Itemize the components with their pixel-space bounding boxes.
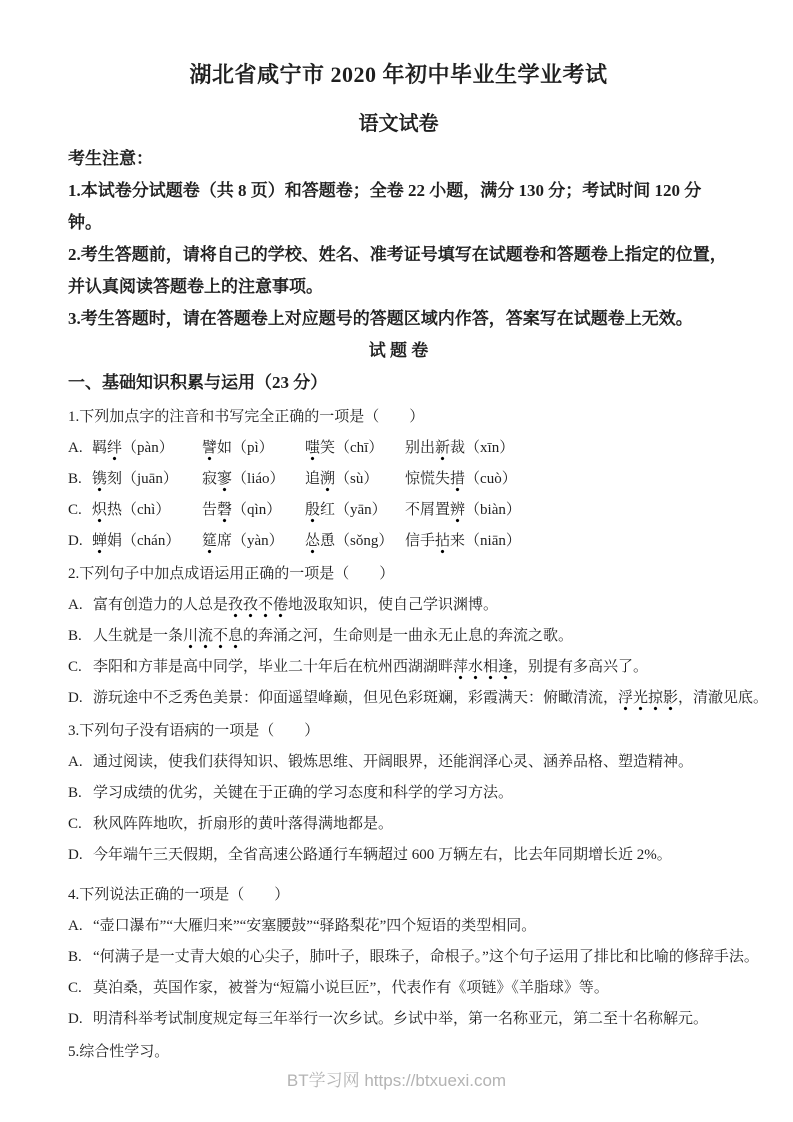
text-segment: ，别提有多高兴了。 <box>513 659 649 675</box>
question-1-stem: 1.下列加点字的注音和书写完全正确的一项是（ ） <box>68 409 425 425</box>
text-segment: 地汲取知识，使自己学识渊博。 <box>288 597 499 613</box>
option-term <box>202 464 305 495</box>
question-4-option-B <box>68 942 759 973</box>
option-label: C. <box>68 659 82 675</box>
option-term <box>305 433 405 464</box>
text-segment: 别出 <box>405 440 436 456</box>
text-segment: （liáo） <box>232 471 285 487</box>
section-heading: 一、基础知识积累与运用（23 分） <box>68 373 328 392</box>
option-label: D. <box>68 1011 83 1027</box>
option-label: C. <box>68 502 82 518</box>
emphasized-text: 镌 <box>92 471 107 492</box>
option-label: B. <box>68 785 82 801</box>
text-segment: 裁（xīn） <box>450 440 515 456</box>
text-segment: 今年端午三天假期，全省高速公路通行车辆超过 600 万辆左右，比去年同期增长近 2%。 <box>93 847 672 863</box>
option-term <box>93 918 536 934</box>
question-3-option-A <box>68 747 729 778</box>
questions-list <box>68 402 769 1068</box>
text-segment: 莫泊桑，英国作家，被誉为“短篇小说巨匠”，代表作有《项链》《羊脂球》等。 <box>93 980 609 996</box>
option-label: A. <box>68 918 83 934</box>
option-term <box>405 440 514 461</box>
option-term <box>92 495 202 526</box>
option-label: D. <box>68 533 83 549</box>
notice-block <box>68 143 729 335</box>
text-segment: 寂 <box>202 471 218 487</box>
question-2-stem: 2.下列句子中加点成语运用正确的一项是（ ） <box>68 566 395 582</box>
option-term <box>93 597 498 618</box>
question-4-option-C <box>68 973 729 1004</box>
text-segment: 富有创造力的人总是 <box>93 597 229 613</box>
emphasized-text: 孜孜不倦 <box>228 597 288 618</box>
question-3-option-D <box>68 840 729 871</box>
emphasized-text: 寥 <box>217 471 232 492</box>
option-term <box>93 980 609 996</box>
emphasized-text: 蝉 <box>92 533 107 554</box>
option-term <box>93 949 759 965</box>
option-label: B. <box>68 949 82 965</box>
option-term <box>93 816 393 832</box>
emphasized-text: 拈 <box>435 533 450 554</box>
emphasized-text: 嗤 <box>305 440 320 461</box>
option-label: C. <box>68 980 82 996</box>
text-segment: 惊慌失 <box>405 471 451 487</box>
text-segment: “何满子是一丈青大娘的心尖子，肺叶子，眼珠子，命根子。”这个句子运用了排比和比喻的修辞手法。 <box>93 949 759 965</box>
text-segment: 恿（sǒng） <box>320 533 394 549</box>
option-term <box>93 659 648 680</box>
question-3-stem: 3.下列句子没有语病的一项是（ ） <box>68 723 320 739</box>
option-term <box>202 495 305 526</box>
option-term <box>93 1011 708 1027</box>
option-label: B. <box>68 628 82 644</box>
text-segment: “壶口瀑布”“大雁归来”“安塞腰鼓”“驿路梨花”四个短语的类型相同。 <box>93 918 537 934</box>
emphasized-text: 怂 <box>305 533 320 554</box>
option-label: A. <box>68 440 83 456</box>
option-term <box>305 495 405 526</box>
page-subtitle: 语文试卷 <box>358 113 439 135</box>
question-1 <box>68 402 729 557</box>
option-term <box>305 526 405 557</box>
text-segment: 信手 <box>405 533 436 549</box>
option-term <box>93 847 672 863</box>
page-title: 湖北省咸宁市 2020 年初中毕业生学业考试 <box>189 62 608 87</box>
emphasized-text: 绊 <box>107 440 122 461</box>
question-4 <box>68 880 759 1035</box>
text-segment: 笑（chī） <box>320 440 384 456</box>
emphasized-text: 磬 <box>217 502 232 523</box>
question-3 <box>68 716 729 871</box>
question-2-option-B <box>68 621 729 652</box>
text-segment: 刻（juān） <box>107 471 178 487</box>
option-term <box>92 433 202 464</box>
option-term <box>202 526 305 557</box>
text-segment: （qìn） <box>232 502 282 518</box>
text-segment: 红（yān） <box>320 502 387 518</box>
question-4-stem: 4.下列说法正确的一项是（ ） <box>68 887 290 903</box>
option-term <box>202 433 305 464</box>
text-segment: 李阳和方菲是高中同学，毕业二十年后在杭州西湖湖畔 <box>93 659 454 675</box>
option-term <box>405 471 517 492</box>
question-4-option-A <box>68 911 729 942</box>
option-label: D. <box>68 690 83 706</box>
option-term <box>93 785 513 801</box>
question-1-option-D <box>68 526 729 557</box>
option-term <box>93 754 693 770</box>
option-term <box>405 533 521 554</box>
paper-heading: 试 题 卷 <box>368 341 429 360</box>
emphasized-text: 炽 <box>92 502 107 523</box>
option-term <box>305 464 405 495</box>
option-label: A. <box>68 754 83 770</box>
option-label: D. <box>68 847 83 863</box>
notice-heading: 考生注意： <box>68 149 153 168</box>
text-segment: 秋风阵阵地吹，折扇形的黄叶落得满地都是。 <box>93 816 394 832</box>
text-segment: 人生就是一条 <box>93 628 184 644</box>
question-1-option-C <box>68 495 729 526</box>
question-1-option-A <box>68 433 729 464</box>
question-2-option-C <box>68 652 729 683</box>
text-segment: 热（chì） <box>107 502 171 518</box>
question-4-option-D <box>68 1004 729 1035</box>
option-term <box>93 690 768 711</box>
option-term <box>92 464 202 495</box>
text-segment: 娟（chán） <box>107 533 181 549</box>
question-5 <box>68 1037 729 1068</box>
question-1-option-B <box>68 464 729 495</box>
question-3-option-B <box>68 778 729 809</box>
text-segment: ，清澈见底。 <box>678 690 769 706</box>
text-segment: 追 <box>305 471 321 487</box>
text-segment: 席（yàn） <box>217 533 284 549</box>
text-segment: （sù） <box>335 471 379 487</box>
emphasized-text: 浮光掠影 <box>618 690 678 711</box>
footer-watermark: BT学习网 https://btxuexi.com <box>286 1071 507 1090</box>
question-2 <box>68 559 769 714</box>
text-segment: 游玩途中不乏秀色美景：仰面遥望峰巅，但见色彩斑斓，彩霞满天：俯瞰清流， <box>93 690 619 706</box>
question-2-option-D <box>68 683 769 714</box>
option-term <box>93 628 573 649</box>
question-3-option-C <box>68 809 729 840</box>
option-term <box>405 502 521 523</box>
emphasized-text: 溯 <box>320 471 335 492</box>
emphasized-text: 辨 <box>450 502 465 523</box>
option-term <box>92 526 202 557</box>
option-label: B. <box>68 471 82 487</box>
emphasized-text: 譬 <box>202 440 217 461</box>
text-segment: 告 <box>202 502 218 518</box>
text-segment: （biàn） <box>465 502 521 518</box>
emphasized-text: 筵 <box>202 533 217 554</box>
text-segment: （pàn） <box>122 440 174 456</box>
emphasized-text: 萍水相逢 <box>453 659 513 680</box>
emphasized-text: 殷 <box>305 502 320 523</box>
text-segment: 来（niān） <box>450 533 521 549</box>
option-label: A. <box>68 597 83 613</box>
text-segment: 如（pì） <box>217 440 274 456</box>
emphasized-text: 新 <box>435 440 450 461</box>
question-2-option-A <box>68 590 729 621</box>
notice-item-2: 2.考生答题前，请将自己的学校、姓名、准考证号填写在试题卷和答题卷上指定的位置，并认真阅读答题卷上的注意事项。 <box>68 245 727 296</box>
emphasized-text: 措 <box>450 471 465 492</box>
emphasized-text: 川流不息 <box>183 628 243 649</box>
notice-item-1: 1.本试卷分试题卷（共 8 页）和答题卷；全卷 22 小题，满分 130 分；考试时间 120 分钟。 <box>68 181 702 232</box>
text-segment: （cuò） <box>465 471 517 487</box>
option-label: C. <box>68 816 82 832</box>
question-5-stem: 5.综合性学习。 <box>68 1044 170 1060</box>
text-segment: 的奔涌之河，生命则是一曲永无止息的奔流之歌。 <box>243 628 574 644</box>
text-segment: 学习成绩的优劣，关键在于正确的学习态度和科学的学习方法。 <box>93 785 514 801</box>
text-segment: 羁 <box>92 440 108 456</box>
text-segment: 通过阅读，使我们获得知识、锻炼思维、开阔眼界，还能润泽心灵、涵养品格、塑造精神。 <box>93 754 694 770</box>
text-segment: 明清科举考试制度规定每三年举行一次乡试。乡试中举，第一名称亚元，第二至十名称解元。 <box>93 1011 709 1027</box>
text-segment: 不屑置 <box>405 502 451 518</box>
notice-item-3: 3.考生答题时，请在答题卷上对应题号的答题区域内作答，答案写在试题卷上无效。 <box>68 309 693 328</box>
